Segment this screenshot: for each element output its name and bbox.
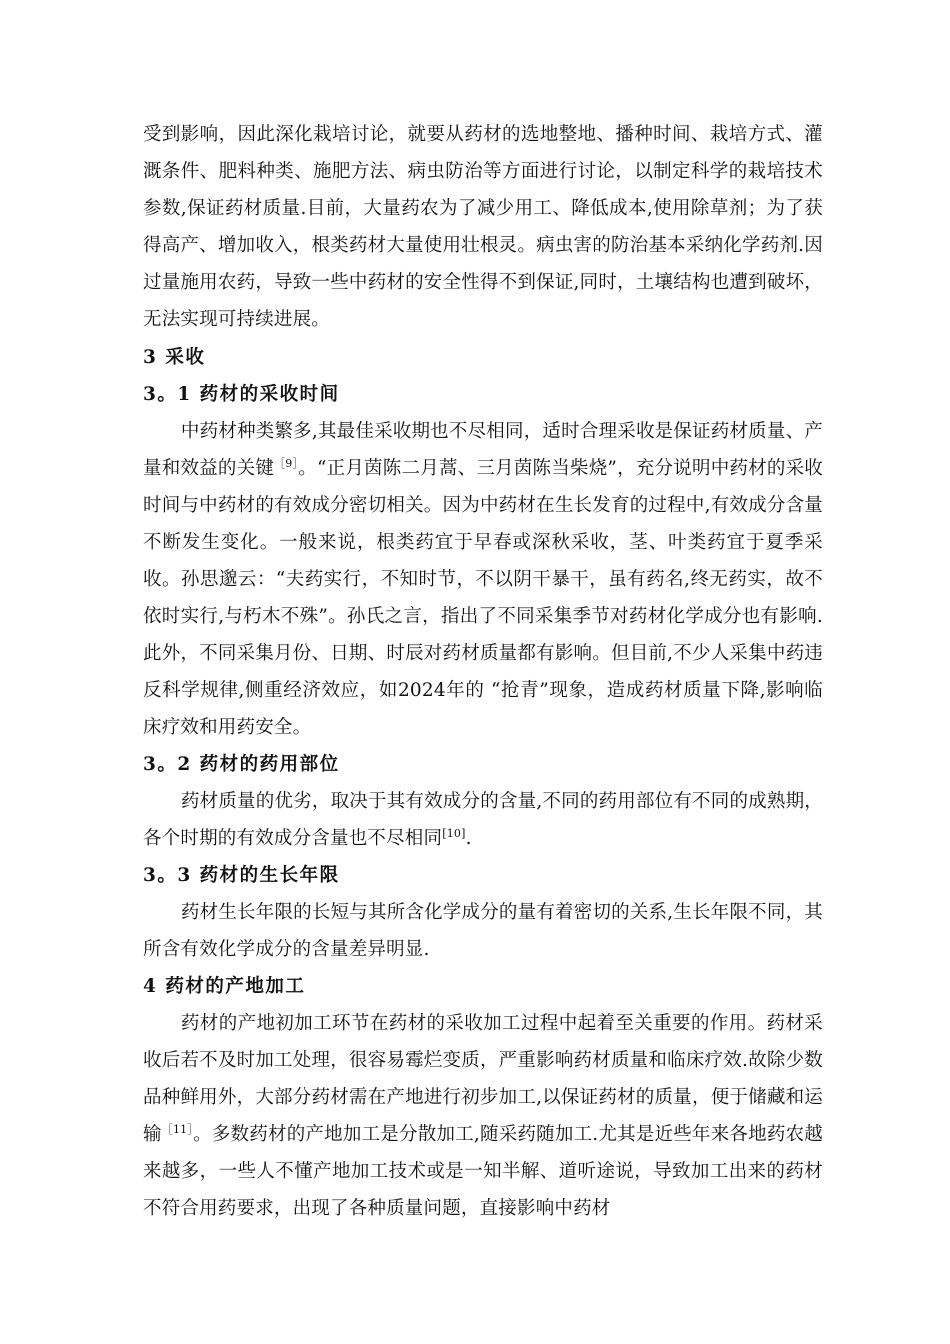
heading-3-3: 3。3 药材的生长年限: [143, 865, 340, 886]
paragraph-text: 。“正月茵陈二月蒿、三月茵陈当柴烧”，充分说明中药材的采收时间与中药材的有效成分密切相关。因为中药材在生长发育的过程中,有效成分含量不断发生变化。一般来说，根类药宜于早春或深秋采收，茎、叶类药宜于夏季采收。孙思邈云：“夫药实行，不知时节，不以阴干暴干，虽有药名,终无药实，故不依时实行,与朽木不殊”。孙氏之言，指出了不同采集季节对药材化学成分也有影响.此外，不同采集月份、日期、时辰对药材质量都有影响。但目前,不少人采集中药违反科学规律,侧重经济效应，如2024年的 “抢青”现象，造成药材质量下降,影响临床疗效和用药安全。: [143, 458, 824, 738]
paragraph-text: 药材的产地初加工环节在药材的采收加工过程中起着至关重要的作用。药材采收后若不及时加工处理，很容易霉烂变质，严重影响药材质量和临床疗效.故除少数品种鲜用外，大部分药材需在产地进行初步加工,以保证药材的质量，便于储藏和运输: [143, 1013, 823, 1145]
paragraph-text: 药材质量的优劣，取决于其有效成分的含量,不同的药用部位有不同的成熟期，各个时期的有效成分含量也不尽相同: [143, 791, 823, 849]
paragraph-text: 。多数药材的产地加工是分散加工,随采药随加工.尤其是近些年来各地药农越来越多，一些人不懂产地加工技术或是一知半解、道听途说，导致加工出来的药材不符合用药要求，出现了各种质量问题，直接影响中药材: [143, 1124, 824, 1219]
paragraph-harvest-time: [143, 413, 823, 746]
citation-ref: ［9］: [274, 456, 299, 470]
heading-3-2: 3。2 药材的药用部位: [143, 754, 340, 775]
paragraph-cultivation: 受到影响，因此深化栽培讨论，就要从药材的选地整地、播种时间、栽培方式、灌溉条件、肥料种类、施肥方法、病虫防治等方面进行讨论，以制定科学的栽培技术参数,保证药材质量.目前，大量药农为了减少用工、降低成本,使用除草剂；为了获得高产、增加收入，根类药材大量使用壮根灵。病虫害的防治基本采纳化学药剂.因过量施用农药，导致一些中药材的安全性得不到保证,同时，土壤结构也遭到破坏，无法实现可持续进展。: [143, 124, 823, 330]
paragraph-text: .: [465, 828, 472, 849]
heading-3-1: 3。1 药材的采收时间: [143, 384, 340, 405]
paragraph-processing: [143, 1005, 823, 1227]
citation-ref: ［11］: [161, 1122, 194, 1136]
heading-section-4: 4 药材的产地加工: [143, 976, 306, 997]
paragraph-text: 中药材种类繁多,其最佳采收期也不尽相同，适时合理采收是保证药材质量、产量和效益的关键: [143, 421, 823, 479]
paragraph-growth-years: 药材生长年限的长短与其所含化学成分的量有着密切的关系,生长年限不同，其所含有效化学成分的含量差异明显.: [143, 902, 823, 960]
paragraph-medicinal-part: [143, 783, 823, 857]
heading-section-3: 3 采收: [143, 347, 206, 368]
citation-ref: [10]: [442, 826, 466, 840]
